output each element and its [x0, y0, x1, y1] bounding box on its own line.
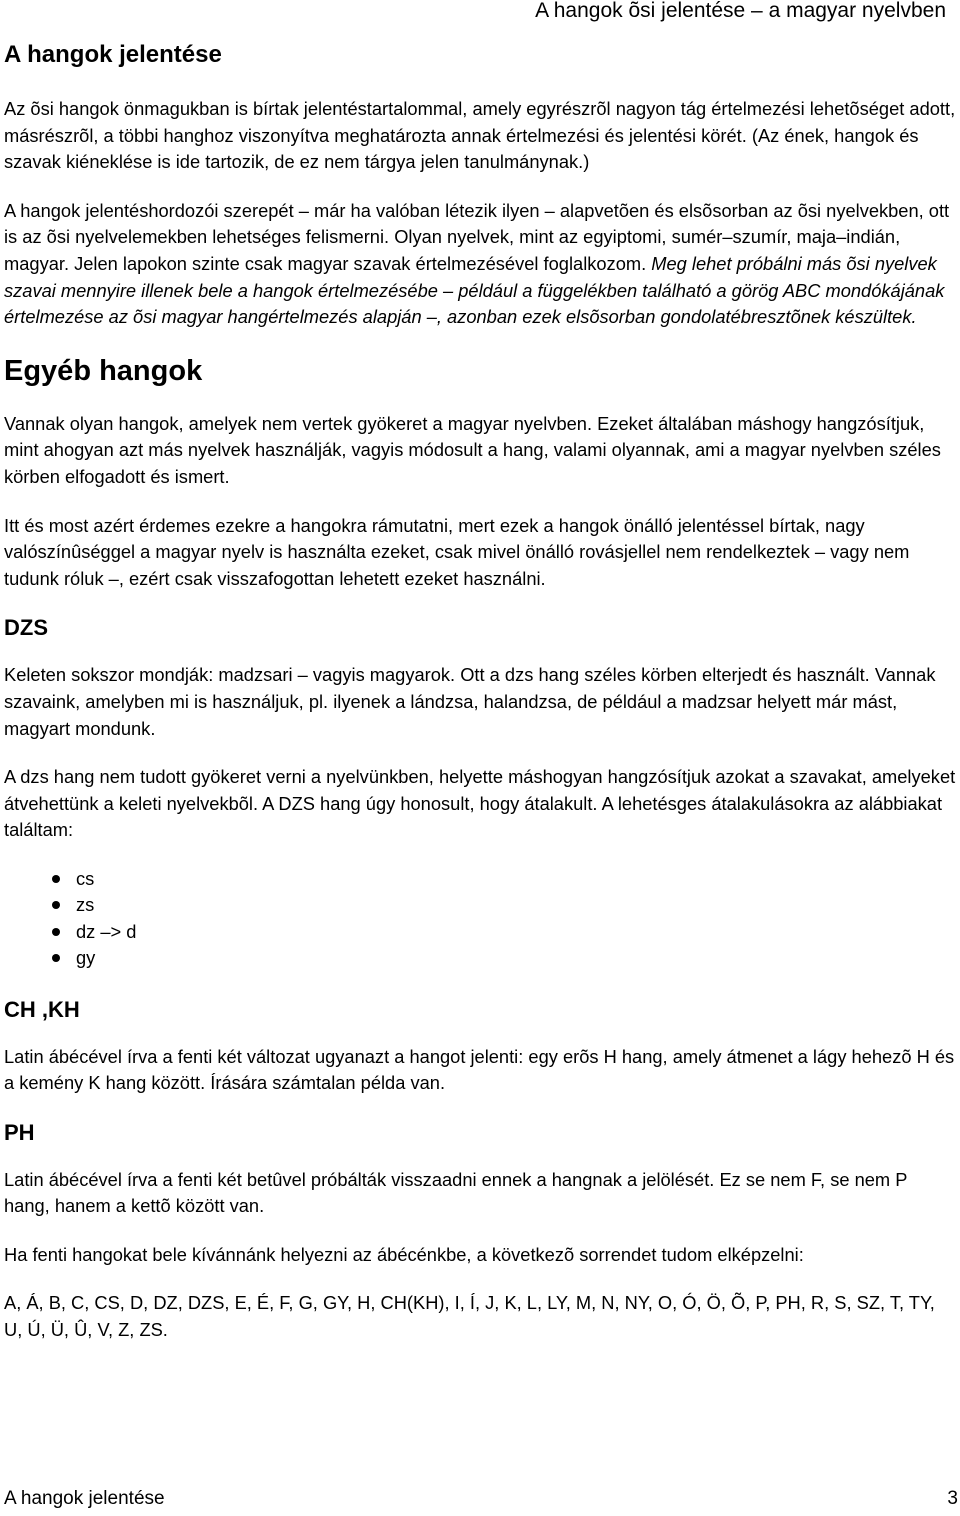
intro-paragraph-2-text: A hangok jelentéshordozói szerepét – már ha valóban létezik ilyen – alapvetõen és elsõsorban az õsi nyelvekben, ott is az õsi nyelvelemekben lehetséges felismerni. Olyan nyelvek, mint az egyiptomi, sumér–szumír, maja–indián, magyar. Jelen lapokon szinte csak magyar szavak értelmezésével foglalkozom. [4, 199, 950, 274]
dzs-paragraph-1: Keleten sokszor mondják: madzsari – vagyis magyarok. Ott a dzs hang széles körben elterjedt és használt. Vannak szavaink, amelyben mi is használjuk, pl. ilyenek a lándzsa, halandzsa, de például a madzsar helyett már mást, magyart mondunk. [4, 664, 936, 739]
page-number: 3 [947, 1488, 958, 1509]
bullet-icon [52, 875, 60, 883]
subsection-heading-ph: PH [4, 1119, 35, 1145]
intro-paragraph-2-italic: Meg lehet próbálni más õsi nyelvek szavai mennyire illenek bele a hangok értelmezésébe – például a függelékben található a görög ABC mondókájának értelmezése az õsi magyar hangértelmezés alapján –, azonban ezek elsõsorban gondolatébresztõnek készültek. [4, 252, 945, 328]
list-item: dz –> d [50, 919, 956, 945]
document-body [4, 96, 956, 1366]
bullet-icon [52, 954, 60, 962]
running-header: A hangok õsi jelentése – a magyar nyelvben [535, 0, 946, 22]
dzs-transformation-list [50, 866, 956, 972]
section-heading-egyeb-hangok: Egyéb hangok [4, 354, 203, 387]
subsection-heading-ch-kh: CH ,KH [4, 996, 80, 1022]
footer-title: A hangok jelentése [4, 1488, 165, 1509]
list-item: gy [50, 945, 956, 971]
egyeb-paragraph-1: Vannak olyan hangok, amelyek nem vertek gyökeret a magyar nyelvben. Ezeket általában máshogy hangzósítjuk, mint ahogyan azt más nyelvek használják, vagyis módosult a hang, valami olyannak, ami a magyar nyelvben széles körben elfogadott és ismert. [4, 412, 941, 487]
ph-paragraph: Latin ábécével írva a fenti két betûvel próbálták visszaadni ennek a hangnak a jelölését. Ez se nem F, se nem P hang, hanem a kettõ között van. [4, 1168, 908, 1217]
egyeb-paragraph-2: Itt és most azért érdemes ezekre a hangokra rámutatni, mert ezek a hangok önálló jelentéssel bírtak, nagy valószínûséggel a magyar nyelv is használta ezeket, csak mivel önálló rovásjellel nem rendelkeztek – vagy nem tudunk róluk –, ezért csak visszafogottan lehetett ezeket használni. [4, 514, 910, 589]
bullet-icon [52, 901, 60, 909]
closing-paragraph-1: Ha fenti hangokat bele kívánnánk helyezni az ábécénkbe, a következõ sorrendet tudom elképzelni: [4, 1243, 804, 1265]
alphabet-sequence: A, Á, B, C, CS, D, DZ, DZS, E, É, F, G, GY, H, CH(KH), I, Í, J, K, L, LY, M, N, NY, O, Ó, Ö, Õ, P, PH, R, S, SZ, T, TY, U, Ú, Ü, Û, V, Z, ZS. [4, 1292, 935, 1341]
list-item: zs [50, 892, 956, 918]
list-item: cs [50, 866, 956, 892]
intro-paragraph-1: Az õsi hangok önmagukban is bírtak jelentéstartalommal, amely egyrészrõl nagyon tág értelmezési lehetõséget adott, másrészrõl, a többi hanghoz viszonyítva meghatározta annak értelmezési és jelentési körét. (Az ének, hangok és szavak kiéneklése is ide tartozik, de ez nem tárgya jelen tanulmánynak.) [4, 98, 956, 173]
ch-paragraph: Latin ábécével írva a fenti két változat ugyanazt a hangot jelenti: egy erõs H hang, amely átmenet a lágy hehezõ H és a kemény K hang között. Írására számtalan példa van. [4, 1045, 955, 1094]
bullet-icon [52, 928, 60, 936]
intro-paragraph-2 [4, 198, 956, 331]
document-title: A hangok jelentése [4, 41, 222, 68]
dzs-paragraph-2: A dzs hang nem tudott gyökeret verni a nyelvünkben, helyette máshogyan hangzósítjuk azokat a szavakat, amelyeket átvehettünk a keleti nyelvekbõl. A DZS hang úgy honosult, hogy átalakult. A lehetésges átalakulásokra az alábbiakat találtam: [4, 766, 956, 841]
subsection-heading-dzs: DZS [4, 615, 48, 641]
